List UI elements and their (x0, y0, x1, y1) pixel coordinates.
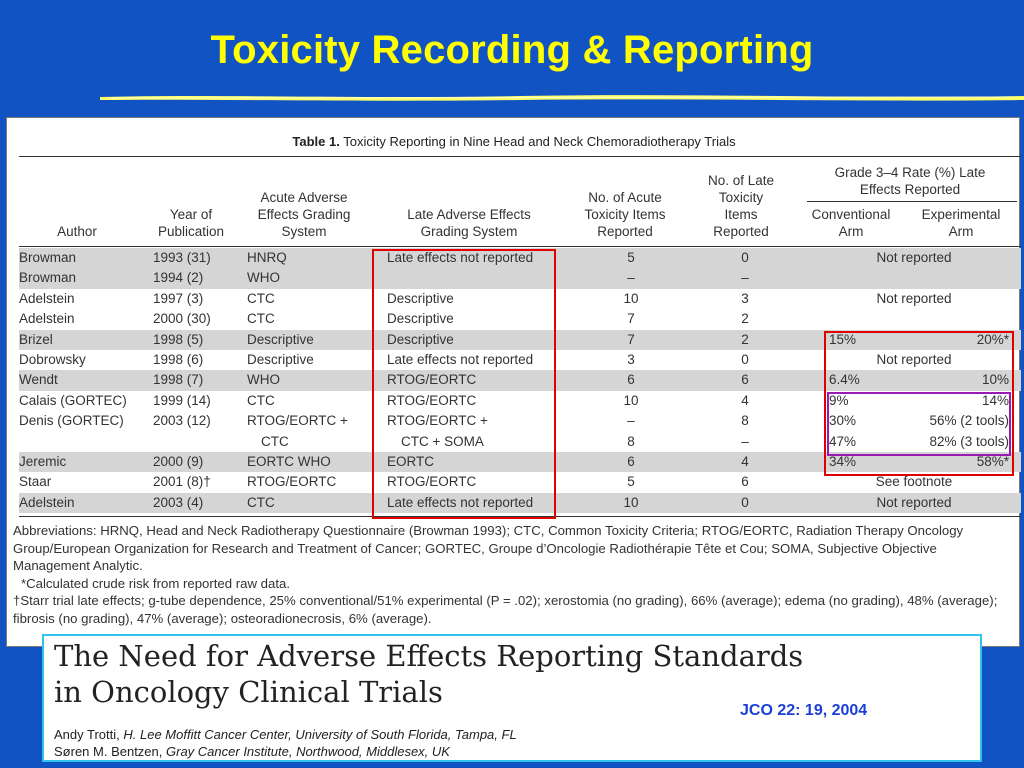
cell-conventional-rate: 34% (829, 454, 857, 469)
cell-year: 2003 (4) (153, 494, 204, 510)
header-group-rule (807, 201, 1017, 202)
cell-acute-system: Descriptive (247, 352, 314, 367)
cell-author: Dobrowsky (19, 352, 86, 367)
cell-author: Browman (19, 250, 77, 265)
cell-acute-items: 8 (627, 433, 635, 449)
cell-acute-system: HNRQ (247, 250, 287, 265)
title-underline (100, 90, 1024, 104)
cell-experimental-rate: 14% (981, 392, 1009, 408)
header-late-items: No. of Late Toxicity Items Reported (707, 173, 775, 239)
cell-year: 2003 (12) (153, 413, 211, 429)
cell-conventional-rate: 47% (829, 433, 857, 449)
cell-late-items: 2 (741, 331, 749, 347)
table-caption: Table 1. Toxicity Reporting in Nine Head and Neck Chemoradiotherapy Trials (292, 134, 736, 149)
cell-acute-items: 6 (627, 372, 635, 388)
cell-late-system: Late effects not reported (387, 352, 534, 367)
cell-late-items: 0 (741, 250, 749, 265)
cell-acute-system: RTOG/EORTC (247, 474, 337, 490)
header-experimental: Experimental Arm (921, 207, 1001, 239)
cell-late-system: CTC + SOMA (401, 433, 484, 449)
cell-acute-system: EORTC WHO (247, 454, 331, 469)
note-dagger: †Starr trial late effects; g-tube dependence, 25% conventional/51% experimental (P = .02); xerostomia (no grading), 66% (average); edema (no grading), 48% (average); fibrosis (no grading), 47% (average); osteoradionecrosis, 6% (average). (13, 593, 998, 626)
cell-late-system: RTOG/EORTC (387, 392, 477, 408)
cell-acute-items: 5 (627, 474, 635, 490)
note-asterisk: *Calculated crude risk from reported raw data. (21, 575, 290, 591)
cell-author: Adelstein (19, 290, 75, 306)
cell-acute-items: 10 (623, 392, 639, 408)
cell-late-items: 8 (741, 413, 749, 429)
header-author: Author (57, 224, 97, 239)
cell-experimental-rate: 10% (981, 372, 1009, 388)
cell-author: Adelstein (19, 311, 75, 327)
cell-late-system: Descriptive (387, 290, 454, 306)
cell-late-system: RTOG/EORTC + (387, 413, 488, 429)
cell-late-system: Descriptive (387, 331, 454, 347)
cell-acute-items: – (627, 413, 635, 429)
cell-acute-items: 10 (623, 290, 639, 306)
note-abbreviations: Abbreviations: HRNQ, Head and Neck Radiotherapy Questionnaire (Browman 1993); CTC, Common Toxicity Criteria; RTOG/EORTC, Radiation Therapy Oncology Group/European Organization for Research and Treatment of Cancer; GORTEC, Groupe d’Oncologie Radiothérapie Tête et Cou; SOMA, Subjective Objective Management Analytic. (13, 523, 964, 573)
journal-reference: JCO 22: 19, 2004 (740, 702, 868, 719)
cell-author: Calais (GORTEC) (19, 392, 127, 408)
cell-acute-system: WHO (247, 372, 280, 388)
cell-acute-system: WHO (247, 270, 280, 286)
cell-acute-system: CTC (261, 433, 289, 449)
cell-acute-system: Descriptive (247, 331, 314, 347)
cell-year: 1998 (7) (153, 372, 204, 388)
header-late-system: Late Adverse Effects Grading System (407, 207, 531, 239)
highlight-gortec-rates (827, 392, 1011, 456)
cell-acute-items: 7 (627, 311, 635, 327)
cell-experimental-rate: 82% (3 tools) (929, 433, 1009, 449)
cell-year: 1999 (14) (153, 392, 211, 408)
table-notes (13, 522, 1013, 627)
cell-late-items: – (741, 433, 749, 449)
cell-experimental-rate: 58%* (976, 454, 1009, 469)
cell-late-items: 6 (741, 372, 749, 388)
citation-card (42, 634, 982, 762)
cell-year: 1998 (5) (153, 331, 204, 347)
cell-acute-items: 7 (627, 331, 635, 347)
header-acute-system: Acute Adverse Effects Grading System (257, 190, 351, 239)
paper-title: The Need for Adverse Effects Reporting Standards in Oncology Clinical Trials (54, 639, 804, 709)
cell-acute-items: 6 (627, 454, 635, 469)
cell-year: 2001 (8)† (153, 474, 211, 490)
cell-late-system: EORTC (387, 454, 435, 469)
header-conventional: Conventional Arm (811, 207, 891, 239)
cell-late-system: Late effects not reported (387, 250, 534, 265)
header-bottom-rule (19, 246, 1021, 247)
header-grade-group: Grade 3–4 Rate (%) Late Effects Reported (834, 165, 986, 197)
cell-late-items: 3 (741, 290, 749, 306)
cell-late-items: 0 (741, 352, 749, 367)
cell-conventional-rate: 6.4% (829, 372, 860, 388)
cell-acute-items: 5 (627, 250, 635, 265)
cell-late-system: RTOG/EORTC (387, 474, 477, 490)
cell-grade-rate: See footnote (875, 474, 953, 490)
cell-late-items: 4 (741, 392, 749, 408)
cell-author: Wendt (19, 372, 58, 388)
cell-author: Adelstein (19, 494, 75, 510)
paper-authors: Andy Trotti, H. Lee Moffitt Cancer Center, University of South Florida, Tampa, FL Søren M. Bentzen, Gray Cancer Institute, Northwood, Middlesex, UK (54, 727, 517, 759)
cell-acute-system: RTOG/EORTC + (247, 413, 348, 429)
cell-late-items: 0 (741, 494, 749, 510)
cell-acute-items: 10 (623, 494, 639, 510)
cell-acute-items: – (627, 270, 635, 286)
header-year: Year of Publication (157, 207, 225, 239)
cell-late-items: 2 (741, 311, 749, 327)
cell-acute-system: CTC (247, 311, 275, 327)
table-top-rule (19, 156, 1021, 157)
cell-author: Jeremic (19, 454, 67, 469)
cell-experimental-rate: 20%* (976, 331, 1009, 347)
cell-late-system: RTOG/EORTC (387, 372, 477, 388)
cell-acute-system: CTC (247, 494, 275, 510)
cell-acute-system: CTC (247, 392, 275, 408)
cell-year: 1994 (2) (153, 270, 204, 286)
cell-year: 2000 (30) (153, 311, 211, 327)
cell-conventional-rate: 9% (829, 392, 849, 408)
cell-author: Staar (19, 474, 52, 490)
cell-acute-system: CTC (247, 290, 275, 306)
slide-title: Toxicity Recording & Reporting (210, 28, 814, 72)
header-acute-items: No. of Acute Toxicity Items Reported (584, 190, 666, 239)
cell-late-items: 4 (741, 454, 749, 469)
cell-grade-rate: Not reported (876, 494, 952, 510)
cell-acute-items: 3 (627, 352, 635, 367)
highlight-late-system-column (372, 249, 556, 519)
cell-author: Browman (19, 270, 77, 286)
cell-late-system: Descriptive (387, 311, 454, 327)
cell-late-items: – (741, 270, 749, 286)
cell-grade-rate: Not reported (876, 290, 952, 306)
cell-year: 2000 (9) (153, 454, 204, 469)
cell-year: 1993 (31) (153, 250, 211, 265)
cell-conventional-rate: 30% (829, 413, 857, 429)
cell-grade-rate: Not reported (876, 352, 952, 367)
cell-author: Brizel (19, 331, 53, 347)
table-figure (6, 117, 1020, 647)
cell-year: 1998 (6) (153, 352, 204, 367)
cell-conventional-rate: 15% (829, 331, 857, 347)
cell-late-items: 6 (741, 474, 749, 490)
cell-author: Denis (GORTEC) (19, 413, 124, 429)
cell-experimental-rate: 56% (2 tools) (929, 413, 1009, 429)
cell-year: 1997 (3) (153, 290, 204, 306)
cell-grade-rate: Not reported (876, 250, 952, 265)
cell-late-system: Late effects not reported (387, 494, 534, 510)
